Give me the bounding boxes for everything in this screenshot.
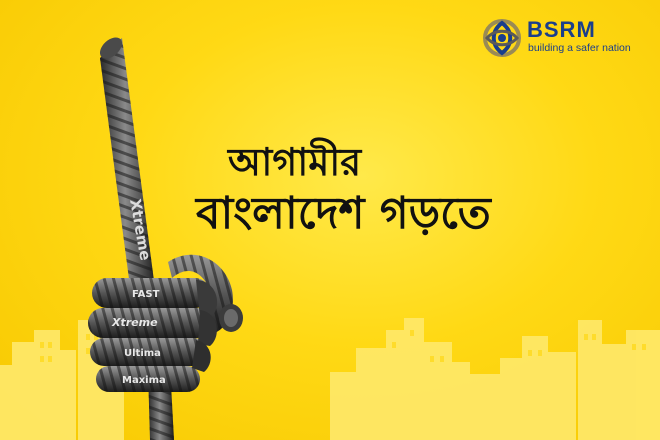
headline-line-2: বাংলাদেশ গড়তে: [196, 188, 491, 239]
brand-tagline: building a safer nation: [528, 42, 631, 54]
headline-line-1: আগামীর: [228, 140, 362, 184]
brand-label-xtreme: Xtreme: [112, 316, 158, 329]
brand-logo[interactable]: [481, 17, 646, 59]
bsrm-knot-icon: [481, 17, 523, 59]
brand-name: BSRM: [527, 17, 596, 42]
brand-label-maxima: Maxima: [122, 375, 166, 386]
brand-label-fast: FAST: [132, 289, 160, 300]
svg-text:Xtreme: Xtreme: [126, 197, 155, 262]
brand-label-ultima: Ultima: [124, 348, 161, 359]
